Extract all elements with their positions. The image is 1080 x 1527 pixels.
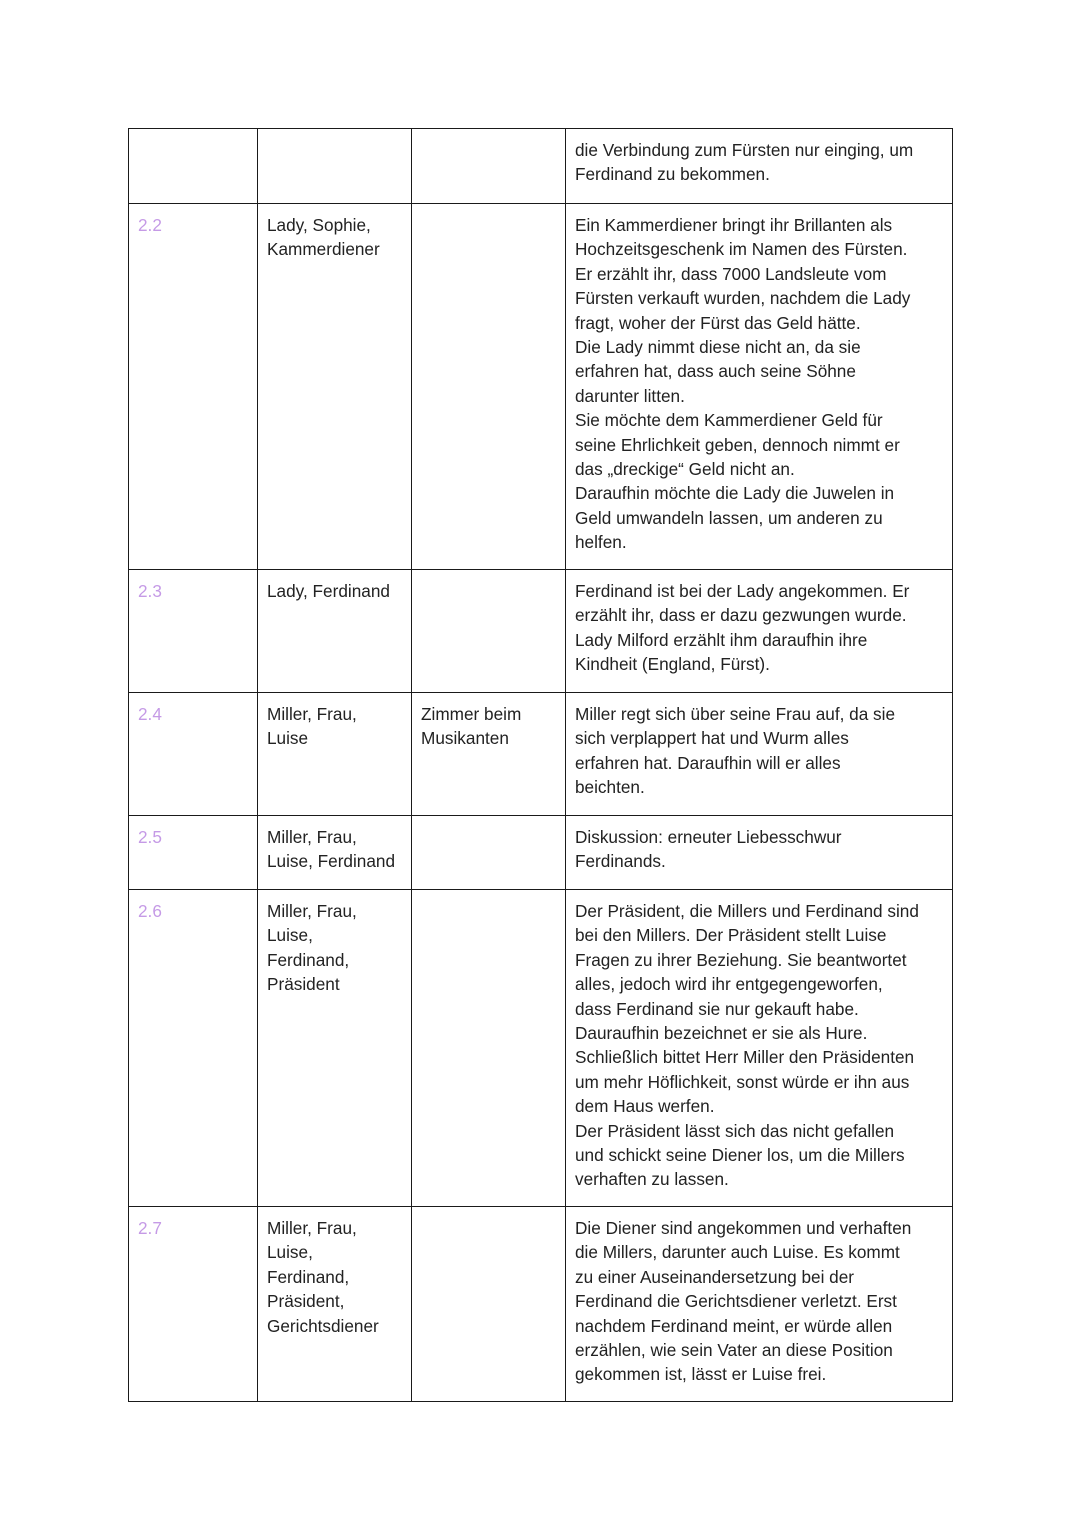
- scene-number-cell: [129, 129, 258, 204]
- content-line: Schließlich bittet Herr Miller den Präsidenten: [575, 1047, 915, 1068]
- content-line: Geld umwandeln lassen, um anderen zu: [575, 507, 883, 528]
- scene-table-body: [129, 129, 953, 1402]
- content-line: sich verplappert hat und Wurm alles: [575, 728, 849, 749]
- content-line: seine Ehrlichkeit geben, dennoch nimmt er: [575, 434, 900, 455]
- content-line: Er erzählt ihr, dass 7000 Landsleute vom: [575, 263, 887, 284]
- scene-row: [129, 890, 953, 1207]
- content-line: Hochzeitsgeschenk im Namen des Fürsten.: [575, 239, 908, 260]
- person-line: Lady, Ferdinand: [267, 581, 390, 601]
- persons-cell: [258, 204, 412, 570]
- scene-number: 2.5: [138, 827, 162, 847]
- content-line: verhaften zu lassen.: [575, 1169, 729, 1190]
- content-line: Die Diener sind angekommen und verhaften: [575, 1218, 912, 1238]
- content-line: Der Präsident, die Millers und Ferdinand sind: [575, 901, 919, 921]
- content-line: Kindheit (England, Fürst).: [575, 654, 770, 675]
- content-line: gekommen ist, lässt er Luise frei.: [575, 1364, 827, 1385]
- person-line: Kammerdiener: [267, 239, 380, 260]
- content-line: Miller regt sich über seine Frau auf, da sie: [575, 704, 896, 724]
- content-cell: [566, 816, 953, 890]
- persons-cell: [258, 570, 412, 693]
- person-line: Ferdinand,: [267, 1266, 350, 1287]
- content-line: Diskussion: erneuter Liebesschwur: [575, 827, 842, 847]
- scene-row: [129, 1207, 953, 1402]
- scene-row: [129, 816, 953, 890]
- person-line: Miller, Frau,: [267, 827, 357, 847]
- scene-number-cell: [129, 204, 258, 570]
- person-line: Ferdinand,: [267, 949, 350, 970]
- place-cell: [412, 570, 566, 693]
- content-cell: [566, 1207, 953, 1402]
- scene-row: [129, 570, 953, 693]
- content-line: Ferdinand zu bekommen.: [575, 164, 770, 185]
- content-line: die Millers, darunter auch Luise. Es kommt: [575, 1242, 900, 1263]
- content-line: erzählen, wie sein Vater an diese Position: [575, 1340, 893, 1361]
- content-line: die Verbindung zum Fürsten nur einging, um: [575, 140, 914, 160]
- content-line: erfahren hat. Daraufhin will er alles: [575, 752, 841, 773]
- place-cell: [412, 204, 566, 570]
- scene-number-cell: [129, 693, 258, 816]
- content-line: Der Präsident lässt sich das nicht gefallen: [575, 1120, 895, 1141]
- content-line: dass Ferdinand sie nur gekauft habe.: [575, 998, 859, 1019]
- person-line: Luise,: [267, 925, 313, 946]
- person-line: Miller, Frau,: [267, 1218, 357, 1238]
- content-line: Die Lady nimmt diese nicht an, da sie: [575, 337, 861, 358]
- place-cell: [412, 693, 566, 816]
- person-line: Präsident,: [267, 1291, 345, 1312]
- person-line: Miller, Frau,: [267, 704, 357, 724]
- person-line: Luise, Ferdinand: [267, 851, 396, 872]
- content-cell: [566, 204, 953, 570]
- scene-table: [128, 128, 953, 1402]
- scene-row: [129, 129, 953, 204]
- content-line: Sie möchte dem Kammerdiener Geld für: [575, 410, 883, 431]
- place-line: Musikanten: [421, 728, 509, 749]
- content-line: Dauraufhin bezeichnet er sie als Hure.: [575, 1023, 868, 1044]
- content-line: und schickt seine Diener los, um die Millers: [575, 1145, 905, 1166]
- persons-cell: [258, 1207, 412, 1402]
- place-cell: [412, 890, 566, 1207]
- content-line: erfahren hat, dass auch seine Söhne: [575, 361, 856, 382]
- person-line: Gerichtsdiener: [267, 1315, 379, 1336]
- content-line: Ferdinand die Gerichtsdiener verletzt. Erst: [575, 1291, 897, 1312]
- content-line: helfen.: [575, 532, 627, 553]
- content-line: das „dreckige“ Geld nicht an.: [575, 459, 795, 480]
- content-line: fragt, woher der Fürst das Geld hätte.: [575, 312, 861, 333]
- scene-number-cell: [129, 816, 258, 890]
- person-line: Miller, Frau,: [267, 901, 357, 921]
- content-line: dem Haus werfen.: [575, 1096, 715, 1117]
- persons-cell: [258, 890, 412, 1207]
- persons-cell: [258, 693, 412, 816]
- content-line: erzählt ihr, dass er dazu gezwungen wurde.: [575, 605, 907, 626]
- scene-row: [129, 693, 953, 816]
- content-line: Daraufhin möchte die Lady die Juwelen in: [575, 483, 895, 504]
- content-line: um mehr Höflichkeit, sonst würde er ihn aus: [575, 1071, 910, 1092]
- place-cell: [412, 129, 566, 204]
- scene-number: 2.4: [138, 704, 162, 724]
- persons-cell: [258, 129, 412, 204]
- content-line: darunter litten.: [575, 385, 685, 406]
- scene-number: 2.2: [138, 215, 162, 235]
- place-cell: [412, 816, 566, 890]
- content-cell: [566, 570, 953, 693]
- place-line: Zimmer beim: [421, 704, 522, 724]
- scene-number: 2.3: [138, 581, 162, 601]
- content-cell: [566, 890, 953, 1207]
- scene-row: [129, 204, 953, 570]
- person-line: Präsident: [267, 974, 340, 995]
- content-line: Lady Milford erzählt ihm daraufhin ihre: [575, 629, 868, 650]
- scene-number-cell: [129, 570, 258, 693]
- content-line: Ferdinand ist bei der Lady angekommen. Er: [575, 581, 910, 601]
- scene-number-cell: [129, 1207, 258, 1402]
- content-line: Fragen zu ihrer Beziehung. Sie beantwortet: [575, 949, 907, 970]
- person-line: Luise,: [267, 1242, 313, 1263]
- person-line: Luise: [267, 728, 309, 749]
- content-cell: [566, 129, 953, 204]
- scene-number: 2.7: [138, 1218, 162, 1238]
- content-line: bei den Millers. Der Präsident stellt Luise: [575, 925, 887, 946]
- place-cell: [412, 1207, 566, 1402]
- persons-cell: [258, 816, 412, 890]
- scene-number: 2.6: [138, 901, 162, 921]
- content-line: Ein Kammerdiener bringt ihr Brillanten als: [575, 215, 893, 235]
- content-cell: [566, 693, 953, 816]
- content-line: nachdem Ferdinand meint, er würde allen: [575, 1315, 893, 1336]
- person-line: Lady, Sophie,: [267, 215, 371, 235]
- scene-number-cell: [129, 890, 258, 1207]
- content-line: Ferdinands.: [575, 851, 666, 872]
- content-line: zu einer Auseinandersetzung bei der: [575, 1266, 855, 1287]
- content-line: beichten.: [575, 777, 645, 798]
- content-line: Fürsten verkauft wurden, nachdem die Lady: [575, 288, 911, 309]
- content-line: alles, jedoch wird ihr entgegengeworfen,: [575, 974, 883, 995]
